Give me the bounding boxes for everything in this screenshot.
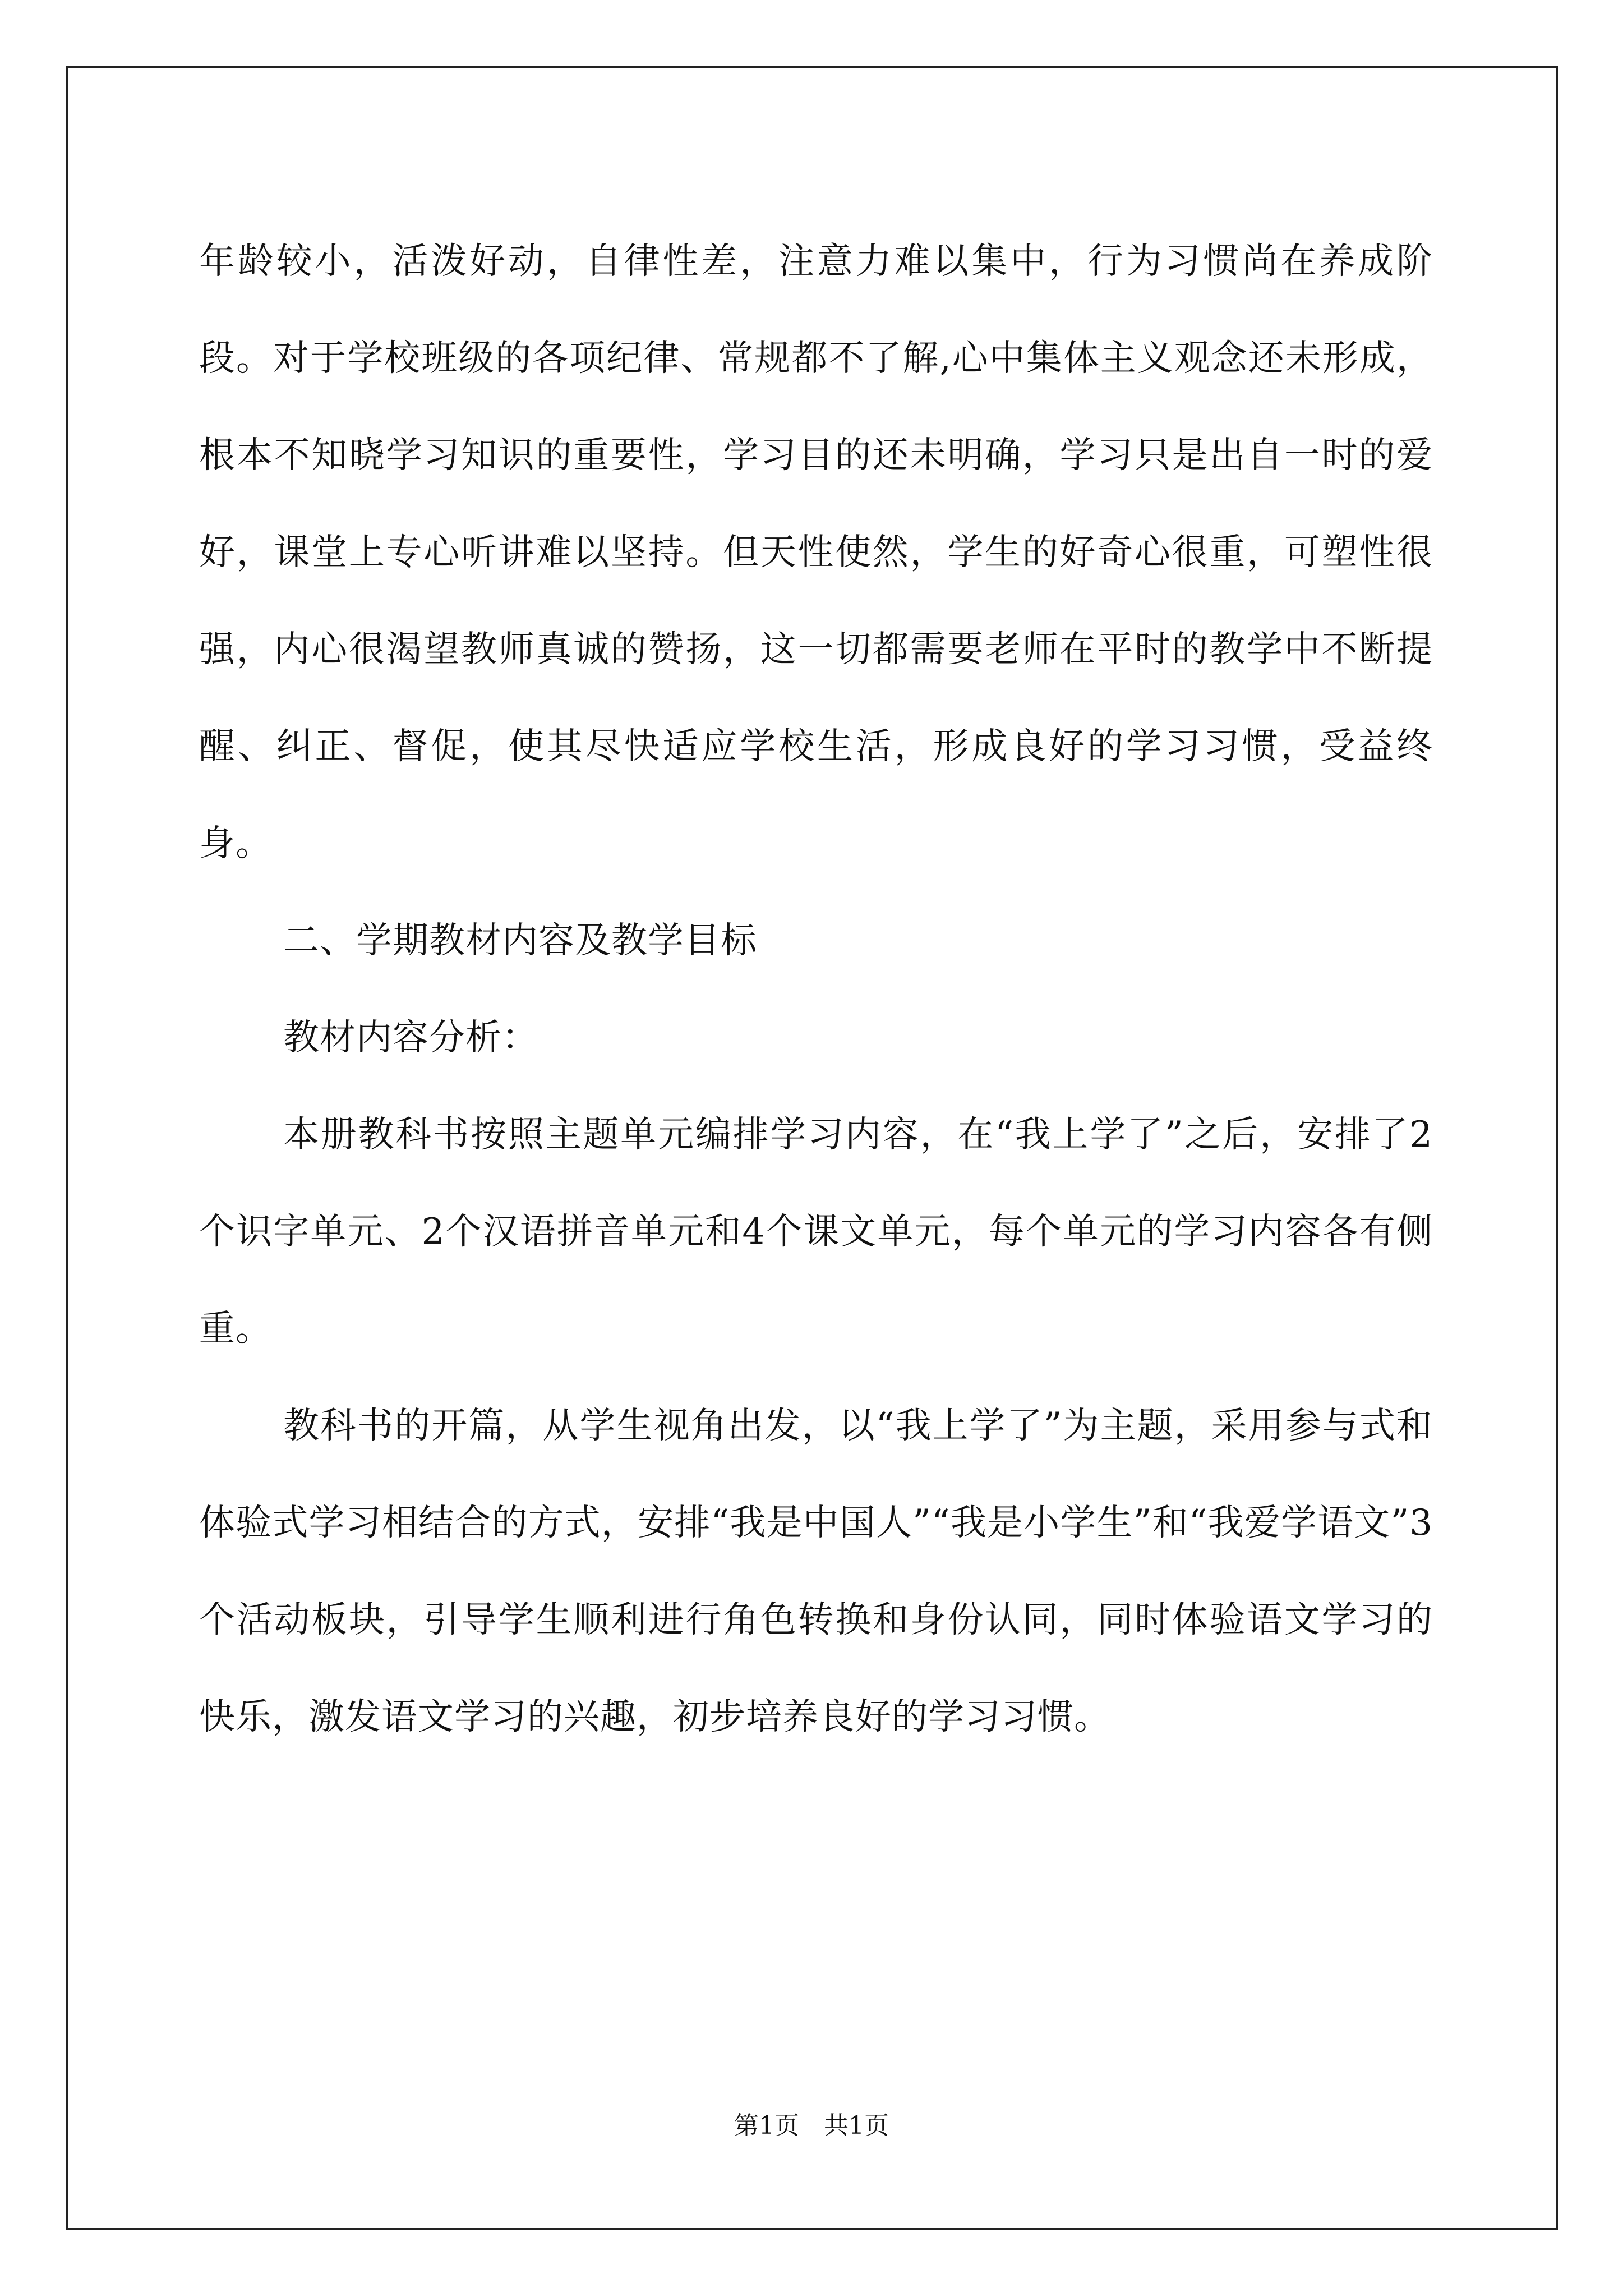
paragraph-student-characteristics: 年龄较小，活泼好动，自律性差，注意力难以集中，行为习惯尚在养成阶段。对于学校班级的各项纪律、常规都不了解,心中集体主义观念还未形成，根本不知晓学习知识的重要性，学习目的还未明确，学习只是出自一时的爱好，课堂上专心听讲难以坚持。但天性使然，学生的好奇心很重，可塑性很强，内心很渴望教师真诚的赞扬，这一切都需要老师在平时的教学中不断提醒、纠正、督促，使其尽快适应学校生活，形成良好的学习习惯，受益终身。 (199, 241, 1433, 864)
section-heading-textbook-content: 二、学期教材内容及教学目标 (283, 920, 757, 961)
subheading-textbook-analysis: 教材内容分析： (283, 1017, 538, 1059)
document-body (199, 213, 1433, 1766)
paragraph-textbook-structure: 本册教科书按照主题单元编排学习内容，在“我上学了”之后，安排了2个识字单元、2个汉语拼音单元和4个课文单元，每个单元的学习内容各有侧重。 (199, 1114, 1433, 1350)
paragraph-textbook-opening: 教科书的开篇，从学生视角出发，以“我上学了”为主题，采用参与式和体验式学习相结合的方式，安排“我是中国人”“我是小学生”和“我爱学语文”3个活动板块，引导学生顺利进行角色转换和身份认同，同时体验语文学习的快乐，激发语文学习的兴趣，初步培养良好的学习习惯。 (199, 1405, 1433, 1738)
page-footer: 第1页 共1页 (734, 2111, 889, 2140)
